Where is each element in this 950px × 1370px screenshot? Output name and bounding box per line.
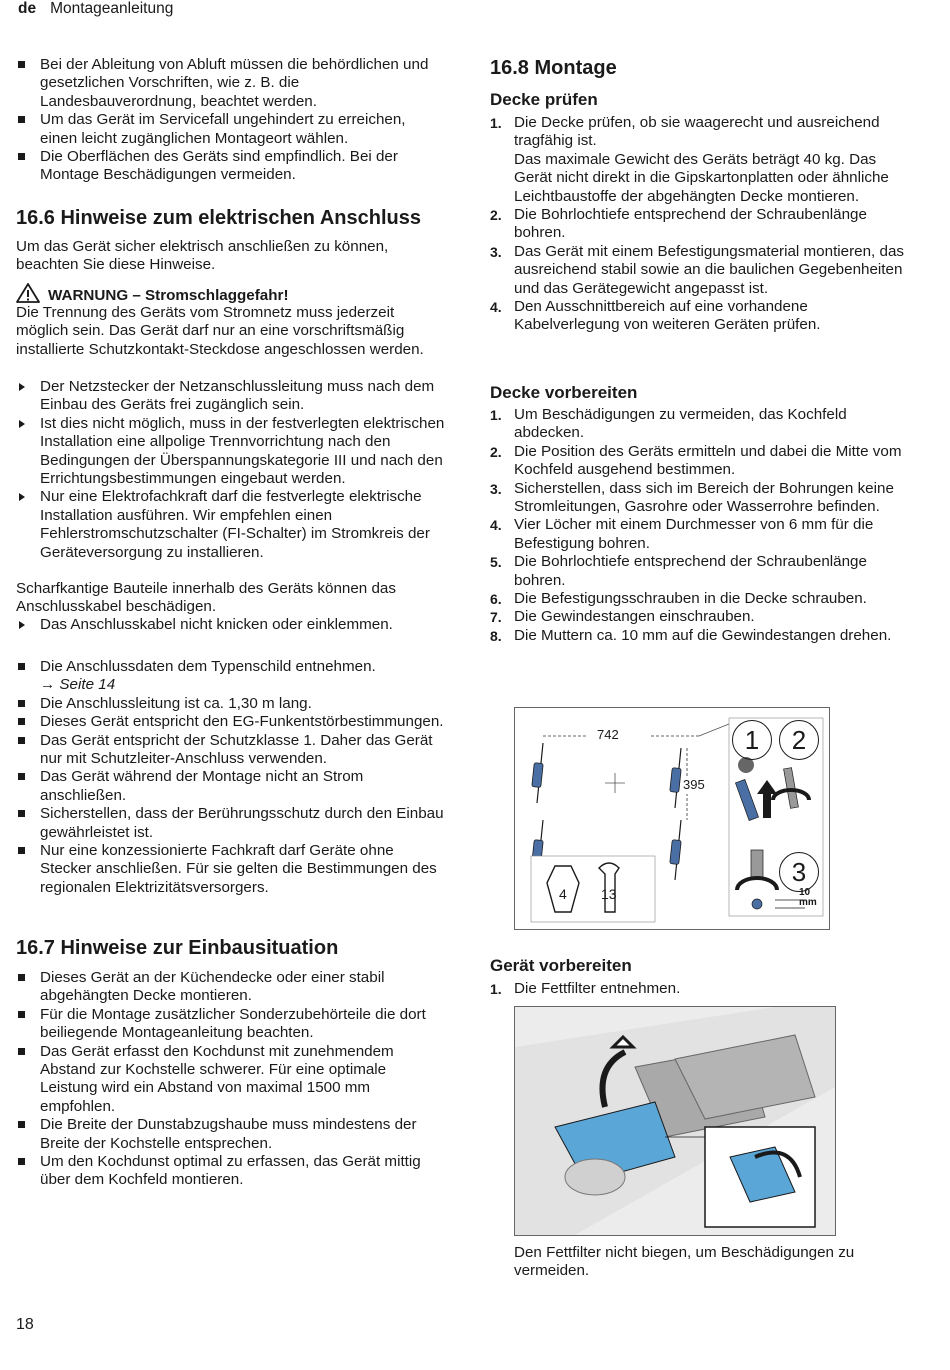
warning-label: WARNUNG – Stromschlaggefahr! [48,286,289,304]
step-item [490,480,910,517]
step-number: 8. [490,627,502,644]
step-item [490,590,910,608]
grease-filter-caption: Den Fettfilter nicht biegen, um Beschädigungen zu vermeiden. [514,1244,855,1280]
step-item [490,443,910,480]
step-number: 3. [490,243,502,260]
section-16-6-intro: Um das Gerät sicher elektrisch anschließen zu können, beachten Sie diese Hinweise. [16,238,389,274]
list-item: Für die Montage zusätzlicher Sonderzubehörteile die dort beiliegende Montageanleitung beachten. [16,1006,446,1043]
step-text: Das Gerät mit einem Befestigungsmaterial montieren, das ausreichend stabil sowie an die baulichen Gegebenheiten und das Gerätegewicht angepasst ist. [514,242,904,297]
step-number: 1. [490,981,502,997]
step-number: 2. [490,207,502,224]
decke-vorbereiten-heading: Decke vorbereiten [490,383,638,402]
list-item: Der Netzstecker der Netzanschlussleitung muss nach dem Einbau des Geräts frei zugänglich sein. [16,378,446,415]
step-item [490,627,910,645]
list-item: Das Anschlusskabel nicht knicken oder einklemmen. [16,616,446,634]
list-item: Das Gerät erfasst den Kochdunst mit zunehmendem Abstand zur Kochstelle schwerer. Für eine optimale Leistung wird ein Abstand von maximal 1500 mm empfohlen. [16,1043,446,1117]
list-item: Bei der Ableitung von Abluft müssen die behördlichen und gesetzlichen Vorschriften, wie z. B. die Landesbauverordnung, beachtet werden. [16,56,446,111]
list-item [16,658,446,695]
step-text: Die Befestigungsschrauben in die Decke schrauben. [514,590,867,608]
nut-offset-unit: mm [799,897,817,908]
step-number: 5. [490,554,502,571]
step-number: 1. [490,115,502,131]
step-item [490,980,910,998]
grease-filter-figure [514,1006,836,1236]
step-text: Vier Löcher mit einem Durchmesser von 6 mm für die Befestigung bohren. [514,516,874,552]
list-item: Das Gerät entspricht der Schutzklasse 1. Daher das Gerät nur mit Schutzleiter-Anschluss verwenden. [16,732,446,769]
step-2-marker: 2 [779,720,819,760]
language-code: de [18,0,37,17]
decke-pruefen-steps [490,114,910,335]
ceiling-mounting-figure [514,707,830,930]
step-item [490,516,910,553]
step-text: Den Ausschnittbereich auf eine vorhandene Kabelverlegung von weiteren Geräten prüfen. [514,298,821,334]
step-number: 6. [490,591,502,608]
dimension-height-label: 395 [683,776,705,794]
list-item: Die Oberflächen des Geräts sind empfindlich. Bei der Montage Beschädigungen vermeiden. [16,148,446,185]
step-item [490,243,910,298]
step-text: Die Bohrlochtiefe entsprechend der Schraubenlänge bohren. [514,553,867,589]
list-item: Das Gerät während der Montage nicht an Strom anschließen. [16,768,446,805]
list-item: Sicherstellen, dass der Berührungsschutz durch den Einbau gewährleistet ist. [16,805,446,842]
page-number: 18 [16,1316,34,1333]
geraet-vorbereiten-steps [490,980,910,998]
document-title: Montageanleitung [50,0,174,17]
decke-vorbereiten-steps [490,406,910,645]
list-item: Die Breite der Dunstabzugshaube muss mindestens der Breite der Kochstelle entsprechen. [16,1116,446,1153]
step-item [490,298,910,335]
step-text: Die Position des Geräts ermitteln und dabei die Mitte vom Kochfeld ausgehend bestimmen. [514,442,902,479]
dimension-width-label: 742 [597,727,619,742]
warning-steps-list-2 [16,616,446,634]
list-item: Ist dies nicht möglich, muss in der festverlegten elektrischen Installation eine allpolige Trennvorrichtung nach den Bedingungen der Überspannungskategorie III und nach den Errichtungsbestimmungen eingebaut werden. [16,415,446,489]
list-item: Um das Gerät im Servicefall ungehindert zu erreichen, einen leicht zugänglichen Montageort wählen. [16,111,446,148]
section-16-7-bullets [16,969,446,1190]
section-16-7-title: 16.7 Hinweise zur Einbausituation [16,937,339,959]
wrench-size-label: 4 [559,886,567,902]
nut-offset-label [799,888,817,908]
step-item [490,608,910,626]
step-number: 1. [490,407,502,423]
step-text: Um Beschädigungen zu vermeiden, das Kochfeld abdecken. [514,406,847,442]
section-16-6-title: 16.6 Hinweise zum elektrischen Anschluss [16,207,421,229]
step-number: 4. [490,299,502,316]
list-item: Um den Kochdunst optimal zu erfassen, das Gerät mittig über dem Kochfeld montieren. [16,1153,446,1190]
page-header [18,0,173,18]
decke-pruefen-heading: Decke prüfen [490,90,598,109]
step-number: 3. [490,480,502,497]
step-text: Die Muttern ca. 10 mm auf die Gewindestangen drehen. [514,626,892,644]
section-16-6-bullets [16,658,446,897]
wrench-size-label: 13 [601,886,617,902]
list-item: Nur eine konzessionierte Fachkraft darf Geräte ohne Stecker anschließen. Für sie gelten die Bestimmungen des regionalen Elektrizitätsversorgers. [16,842,446,897]
step-3-marker: 3 [779,852,819,892]
step-number: 7. [490,609,502,626]
step-number: 2. [490,443,502,460]
step-item [490,553,910,590]
nut-offset-value: 10 [799,887,811,898]
step-item [490,114,910,206]
step-text: Die Bohrlochtiefe entsprechend der Schraubenlänge bohren. [514,206,867,242]
step-extra-text: Das maximale Gewicht des Geräts beträgt 40 kg. Das Gerät nicht direkt in die Gipskartonplatten oder ähnliche Leichtbaustoffe der abgehängten Decke montieren. [514,150,889,205]
step-number: 4. [490,517,502,534]
page-reference-link[interactable]: → Seite 14 [40,676,116,694]
step-text: Die Decke prüfen, ob sie waagerecht und ausreichend tragfähig ist. [514,114,880,150]
geraet-vorbereiten-heading: Gerät vorbereiten [490,956,632,975]
list-item: Dieses Gerät entspricht den EG-Funkentstörbestimmungen. [16,713,446,731]
step-item [490,206,910,243]
warning-steps-list [16,378,446,562]
step-text: Die Fettfilter entnehmen. [514,980,681,997]
step-1-marker: 1 [732,720,772,760]
grease-filter-drawing [515,1007,835,1235]
list-item: Die Anschlussleitung ist ca. 1,30 m lang. [16,695,446,713]
step-text: Die Gewindestangen einschrauben. [514,608,755,626]
intro-bullet-list [16,56,446,185]
section-16-8-title: 16.8 Montage [490,57,617,79]
step-item [490,406,910,443]
warning-text-sharp-edges: Scharfkantige Bauteile innerhalb des Geräts können das Anschlusskabel beschädigen. [16,580,396,616]
list-item: Dieses Gerät an der Küchendecke oder einer stabil abgehängten Decke montieren. [16,969,446,1006]
warning-text-disconnect: Die Trennung des Geräts vom Stromnetz muss jederzeit möglich sein. Das Gerät darf nur an eine vorschriftsmäßig installierte Schutzkontakt-Steckdose angeschlossen werden. [16,304,424,358]
list-item-text: Die Anschlussdaten dem Typenschild entnehmen. [40,658,376,675]
list-item: Nur eine Elektrofachkraft darf die festverlegte elektrische Installation ausführen. Wir empfehlen einen Fehlerstromschutzschalter (FI-Schalter) im Stromkreis der Geräteversorgung zu installieren. [16,488,446,562]
step-text: Sicherstellen, dass sich im Bereich der Bohrungen keine Stromleitungen, Gasrohre oder Wasserrohre befinden. [514,479,894,516]
